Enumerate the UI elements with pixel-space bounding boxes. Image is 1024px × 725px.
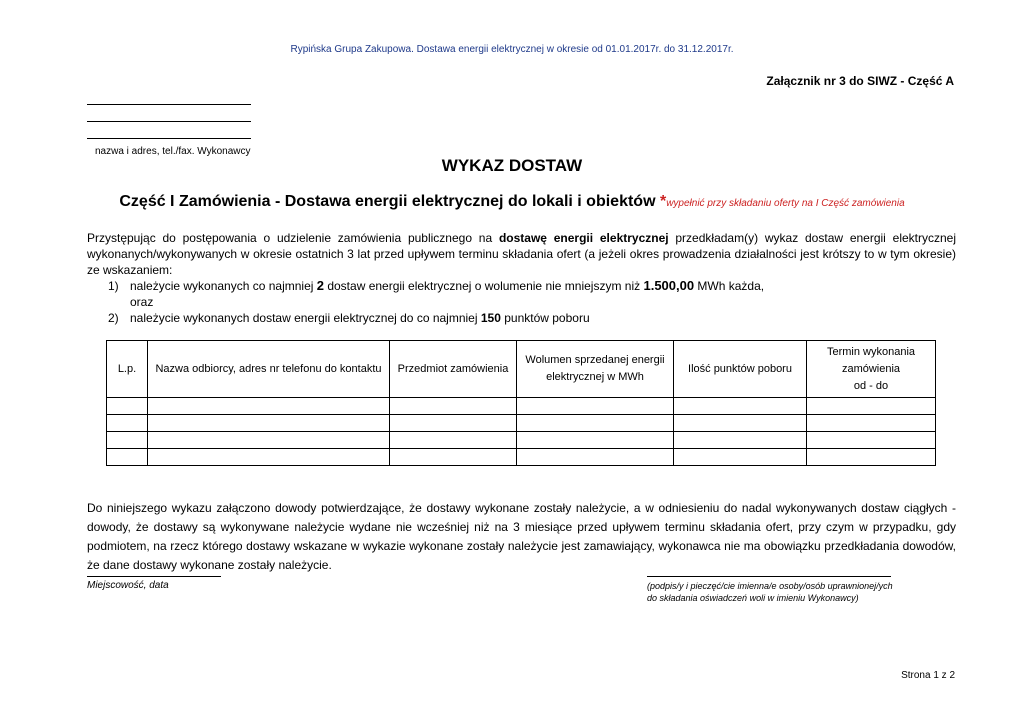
contractor-line-2 — [87, 121, 251, 122]
table-cell[interactable] — [674, 449, 807, 466]
requirement-item — [108, 310, 764, 326]
requirement-item — [108, 278, 764, 294]
table-cell[interactable] — [674, 398, 807, 415]
deliveries-table — [106, 340, 936, 466]
table-cell[interactable] — [107, 449, 148, 466]
place-date-line — [87, 576, 221, 577]
table-cell[interactable] — [107, 415, 148, 432]
col-subject: Przedmiot zamówienia — [390, 341, 517, 398]
document-title: WYKAZ DOSTAW — [441, 156, 583, 175]
table-row — [107, 398, 936, 415]
table-cell[interactable] — [148, 398, 390, 415]
table-cell[interactable] — [807, 449, 936, 466]
signature-line — [647, 576, 891, 577]
attachment-label: Załącznik nr 3 do SIWZ - Część A — [766, 74, 954, 88]
section-title-text: Część I Zamówienia - Dostawa energii elektrycznej do lokali i obiektów — [119, 193, 656, 210]
contractor-line-1 — [87, 104, 251, 105]
fill-note: wypełnić przy składaniu oferty na I Część zamówienia — [666, 198, 905, 209]
contractor-label: nazwa i adres, tel./fax. Wykonawcy — [95, 146, 251, 157]
table-cell[interactable] — [390, 449, 517, 466]
table-cell[interactable] — [807, 398, 936, 415]
place-date-label: Miejscowość, data — [87, 580, 169, 591]
table-cell[interactable] — [517, 432, 674, 449]
table-row — [107, 432, 936, 449]
table-cell[interactable] — [390, 432, 517, 449]
table-cell[interactable] — [517, 415, 674, 432]
col-term: Termin wykonania zamówienia od - do — [807, 341, 936, 398]
table-cell[interactable] — [807, 432, 936, 449]
table-cell[interactable] — [148, 415, 390, 432]
closing-paragraph: Do niniejszego wykazu załączono dowody potwierdzające, że dostawy wykonane zostały należycie, a w odniesieniu do nadal wykonywanych dostaw ciągłych - dowody, że dostawy są wykonywane należycie wydane nie wcześniej niż na 3 miesiące przed upływem terminu składania ofert, przy czym w przypadku, gdy podmiotem, na rzecz którego dostawy wskazane w wykazie wykonane zostały należycie jest zamawiający, wykonawca nie ma obowiązku przedkładania dowodów, że dane dostawy wykonane zostały należycie. — [87, 501, 956, 572]
table-cell[interactable] — [517, 398, 674, 415]
table-row — [107, 415, 936, 432]
table-cell[interactable] — [390, 398, 517, 415]
table-cell[interactable] — [390, 415, 517, 432]
required-star: * — [659, 193, 667, 210]
requirement-text: należycie wykonanych dostaw energii elektrycznej do co najmniej 150 punktów poboru — [130, 311, 590, 325]
intro-text-2: przedkładam(y) wykaz dostaw energii elektrycznej wykonanych/wykonywanych w okresie ostatnich 3 lat przed upływem terminu składania ofert (a jeżeli okres prowadzenia działalności jest krótszy to w tym okresie) ze wskazaniem: — [87, 231, 957, 277]
col-points: Ilość punktów poboru — [674, 341, 807, 398]
table-cell[interactable] — [517, 449, 674, 466]
table-header-row — [107, 341, 936, 398]
signature-label: (podpis/y i pieczęć/cie imienna/e osoby/osób uprawnionej/ych do składania oświadczeń woli w imieniu Wykonawcy) — [647, 581, 893, 603]
header-note: Rypińska Grupa Zakupowa. Dostawa energii elektrycznej w okresie od 01.01.2017r. do 31.12.2017r. — [290, 44, 734, 55]
col-recipient: Nazwa odbiorcy, adres nr telefonu do kontaktu — [148, 341, 390, 398]
table-cell[interactable] — [107, 432, 148, 449]
table-cell[interactable] — [674, 415, 807, 432]
page-number: Strona 1 z 2 — [901, 670, 955, 681]
requirement-number: 2) — [108, 311, 119, 325]
requirements-list — [108, 278, 764, 326]
contractor-line-3 — [87, 138, 251, 139]
intro-text-1: Przystępując do postępowania o udzielenie zamówienia publicznego na — [87, 231, 499, 245]
intro-bold: dostawę energii elektrycznej — [498, 231, 669, 245]
requirement-text: należycie wykonanych co najmniej 2 dostaw energii elektrycznej o wolumenie nie mniejszym niż 1.500,00 MWh każda, — [130, 278, 765, 293]
table-cell[interactable] — [107, 398, 148, 415]
and-word: oraz — [130, 295, 154, 309]
table-cell[interactable] — [148, 432, 390, 449]
col-lp: L.p. — [107, 341, 148, 398]
col-volume: Wolumen sprzedanej energii elektrycznej w MWh — [517, 341, 674, 398]
section-title — [0, 193, 1024, 211]
table-cell[interactable] — [674, 432, 807, 449]
table-cell[interactable] — [148, 449, 390, 466]
requirement-number: 1) — [108, 279, 119, 293]
table-cell[interactable] — [807, 415, 936, 432]
table-row — [107, 449, 936, 466]
intro-paragraph — [87, 230, 956, 278]
